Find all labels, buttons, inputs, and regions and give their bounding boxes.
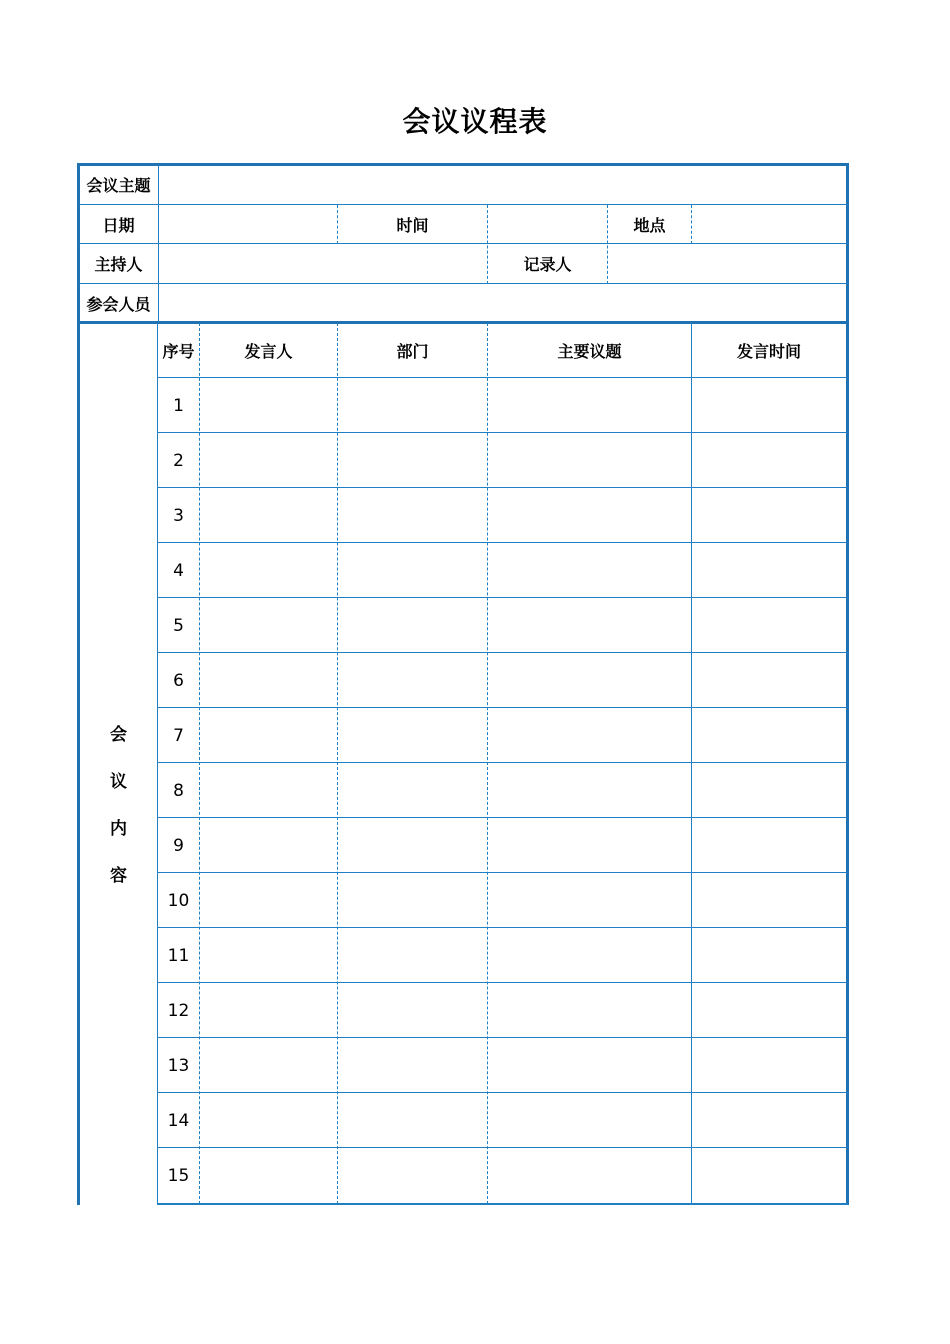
recorder-value-field[interactable] [608,244,846,283]
row-speaker-field[interactable] [200,763,337,817]
row-seq-number: 6 [173,670,184,691]
time-label: 时间 [396,215,429,235]
row-dept-field[interactable] [338,708,487,762]
row-seq-number: 15 [167,1165,190,1186]
row-seq-number: 11 [167,945,190,966]
row-speak-time-field[interactable] [692,653,846,707]
table-right-border [846,163,849,1205]
row-topic-field[interactable] [488,873,691,927]
row-speak-time-field[interactable] [692,378,846,432]
row-speaker-field[interactable] [200,1093,337,1147]
row-speak-time-field[interactable] [692,1038,846,1092]
row-topic-field[interactable] [488,928,691,982]
row-speaker-field[interactable] [200,928,337,982]
row-topic-field[interactable] [488,818,691,872]
content-label-char: 议 [110,772,127,792]
row-topic-field[interactable] [488,543,691,597]
row-dept-field[interactable] [338,1093,487,1147]
row-topic-field[interactable] [488,488,691,542]
meeting-content-label [79,720,158,886]
row-speak-time-field[interactable] [692,873,846,927]
row-topic-field[interactable] [488,708,691,762]
date-label: 日期 [102,215,135,235]
row-speaker-field[interactable] [200,598,337,652]
time-value-field[interactable] [488,205,607,243]
row-seq-number: 1 [173,395,184,416]
row-dept-field[interactable] [338,378,487,432]
row-speaker-field[interactable] [200,873,337,927]
row-speaker-field[interactable] [200,983,337,1037]
place-value-field[interactable] [692,205,846,243]
row-dept-field[interactable] [338,1148,487,1202]
row-dept-field[interactable] [338,488,487,542]
row-dept-field[interactable] [338,433,487,487]
row-topic-field[interactable] [488,433,691,487]
row-topic-field[interactable] [488,1148,691,1202]
row-topic-field[interactable] [488,653,691,707]
row-seq-number: 12 [167,1000,190,1021]
topic-label: 会议主题 [86,176,151,195]
row-dept-field[interactable] [338,928,487,982]
row-dept-field[interactable] [338,818,487,872]
content-label-char: 会 [110,725,127,745]
row-seq-number: 9 [173,835,184,856]
row-speak-time-field[interactable] [692,1148,846,1202]
row-seq-number: 8 [173,780,184,801]
row-seq-number: 4 [173,560,184,581]
row-speak-time-field[interactable] [692,763,846,817]
row-speak-time-field[interactable] [692,818,846,872]
row-speak-time-field[interactable] [692,543,846,597]
row-speaker-field[interactable] [200,488,337,542]
row-dept-field[interactable] [338,983,487,1037]
host-value-field[interactable] [159,244,487,283]
col-header-speak-time: 发言时间 [736,342,801,361]
row-speak-time-field[interactable] [692,708,846,762]
row-seq-number: 3 [173,505,184,526]
row-speak-time-field[interactable] [692,928,846,982]
row-seq-number: 14 [167,1110,190,1131]
col-header-topic: 主要议题 [557,342,622,361]
row-speaker-field[interactable] [200,818,337,872]
attendees-label: 参会人员 [86,294,151,314]
row-speak-time-field[interactable] [692,488,846,542]
row-speak-time-field[interactable] [692,983,846,1037]
row-seq-number: 7 [173,725,184,746]
row-seq-number: 13 [167,1055,190,1076]
row-topic-field[interactable] [488,1038,691,1092]
col-header-seq: 序号 [162,342,195,361]
host-label: 主持人 [94,255,143,274]
row-topic-field[interactable] [488,983,691,1037]
table-bottom-border [157,1203,848,1205]
row-topic-field[interactable] [488,598,691,652]
attendees-value-field[interactable] [159,284,846,322]
date-value-field[interactable] [159,205,337,243]
row-topic-field[interactable] [488,378,691,432]
page-title: 会议议程表 [402,105,548,138]
row-dept-field[interactable] [338,653,487,707]
row-dept-field[interactable] [338,763,487,817]
row-topic-field[interactable] [488,763,691,817]
row-speak-time-field[interactable] [692,1093,846,1147]
row-speak-time-field[interactable] [692,433,846,487]
col-header-speaker: 发言人 [244,342,293,361]
row-speaker-field[interactable] [200,433,337,487]
place-label: 地点 [633,215,666,235]
topic-value-field[interactable] [159,165,846,204]
row-seq-number: 2 [173,450,184,471]
col-header-dept: 部门 [396,342,429,361]
row-speaker-field[interactable] [200,653,337,707]
row-dept-field[interactable] [338,543,487,597]
row-speak-time-field[interactable] [692,598,846,652]
content-label-char: 内 [110,819,127,839]
row-speaker-field[interactable] [200,1038,337,1092]
row-speaker-field[interactable] [200,543,337,597]
row-speaker-field[interactable] [200,1148,337,1202]
recorder-label: 记录人 [523,255,572,274]
row-topic-field[interactable] [488,1093,691,1147]
row-dept-field[interactable] [338,598,487,652]
row-speaker-field[interactable] [200,708,337,762]
row-dept-field[interactable] [338,873,487,927]
row-speaker-field[interactable] [200,378,337,432]
row-seq-number: 10 [167,890,190,911]
row-seq-number: 5 [173,615,184,636]
row-dept-field[interactable] [338,1038,487,1092]
content-label-char: 容 [110,866,127,886]
